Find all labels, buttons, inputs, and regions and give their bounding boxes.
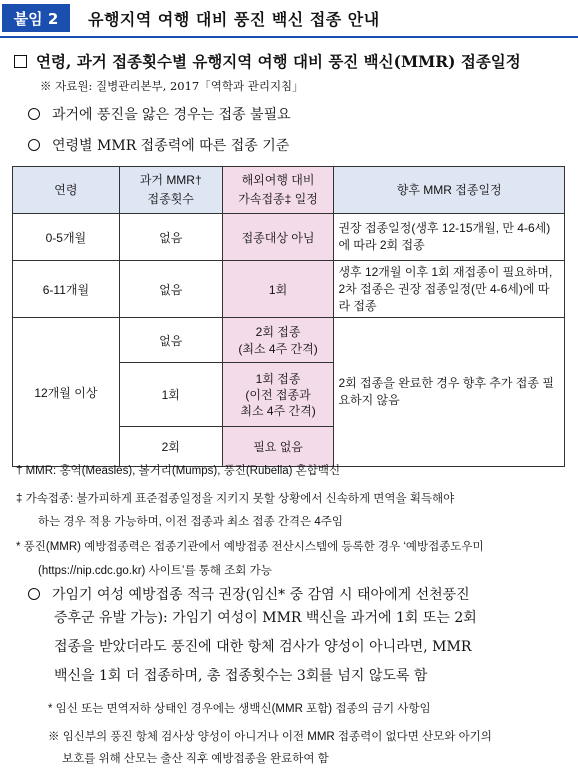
table-row: 12개월 이상 없음 2회 접종 (최소 4주 간격) 2회 접종을 완료한 경우 향후 추가 접종 필요하지 않음 — [13, 318, 565, 363]
footnote-mmr: † MMR: 홍역(Measles), 볼거리(Mumps), 풍진(Rubella) 혼합백신 — [16, 465, 341, 477]
circle-bullet-icon — [28, 108, 40, 120]
page-title: 유행지역 여행 대비 풍진 백신 접종 안내 — [88, 10, 380, 29]
table-row: 0-5개월 없음 접종대상 아님 권장 접종일정(생후 12-15개월, 만 4-6세)에 따라 2회 접종 — [13, 214, 565, 261]
header-divider — [0, 36, 578, 38]
table-row: 2회 필요 없음 — [13, 427, 565, 467]
vaccination-schedule-table — [12, 166, 565, 467]
footnote-history-cont: (https://nip.cdc.go.kr) 사이트’를 통해 조회 가능 — [38, 565, 272, 577]
bullet-item: 연령별 MMR 접종력에 따른 접종 기준 — [28, 135, 289, 155]
circle-bullet-icon — [28, 139, 40, 151]
section-heading — [14, 50, 521, 72]
header-future-schedule: 향후 MMR 접종일정 — [334, 167, 565, 214]
footnote-postpartum-cont: 보호를 위해 산모는 출산 직후 예방접종을 완료하여 함 — [62, 753, 329, 765]
footnote-accelerated-cont: 하는 경우 적용 가능하며, 이전 접종과 최소 접종 간격은 4주임 — [38, 516, 343, 528]
circle-bullet-icon — [28, 588, 40, 600]
recommendation-text: 증후군 유발 가능): 가임기 여성이 MMR 백신을 과거에 1회 또는 2회 접종을 받았더라도 풍진에 대한 항체 검사가 양성이 아니라면, MMR 백신을 1회 더 접종하며, 총 접종횟수는 3회를 넘지 않도록 함 — [54, 610, 477, 684]
table-row: 6-11개월 없음 1회 생후 12개월 이후 1회 재접종이 필요하며, 2차 접종은 권장 접종일정(만 4-6세)에 따라 접종 — [13, 261, 565, 318]
footnote-contraindication: * 임신 또는 면역저하 상태인 경우에는 생백신(MMR 포함) 접종의 금기 사항임 — [48, 703, 431, 715]
footnote-accelerated: ‡ 가속접종: 불가피하게 표준접종일정을 지키지 못할 상황에서 신속하게 면역을 획득해야 — [16, 493, 455, 505]
square-bullet-icon — [14, 55, 27, 68]
footnote-postpartum: ※ 임신부의 풍진 항체 검사상 양성이 아니거나 이전 MMR 접종력이 없다면 산모와 아기의 — [48, 731, 492, 743]
header-travel-schedule: 해외여행 대비 가속접종‡ 일정 — [222, 167, 334, 214]
footnote-history: * 풍진(MMR) 예방접종력은 접종기관에서 예방접종 전산시스템에 등록한 경우 ‘예방접종도우미 — [16, 541, 484, 553]
reference-note: ※ 자료원: 질병관리본부, 2017「역학과 관리지침」 — [40, 79, 304, 93]
table-header-row — [13, 167, 565, 214]
bullet-item: 과거에 풍진을 앓은 경우는 접종 불필요 — [28, 104, 291, 124]
recommendation-bullet: 가임기 여성 예방접종 적극 권장(임신* 중 감염 시 태아에게 선천풍진 — [28, 584, 470, 604]
header-age: 연령 — [13, 167, 120, 214]
attachment-badge: 붙임 2 — [2, 4, 70, 32]
header — [0, 0, 578, 40]
header-past-doses: 과거 MMR† 접종횟수 — [119, 167, 222, 214]
section-title: 연령, 과거 접종횟수별 유행지역 여행 대비 풍진 백신(MMR) 접종일정 — [36, 52, 521, 71]
table-row: 1회 1회 접종 (이전 접종과 최소 4주 간격) — [13, 363, 565, 427]
